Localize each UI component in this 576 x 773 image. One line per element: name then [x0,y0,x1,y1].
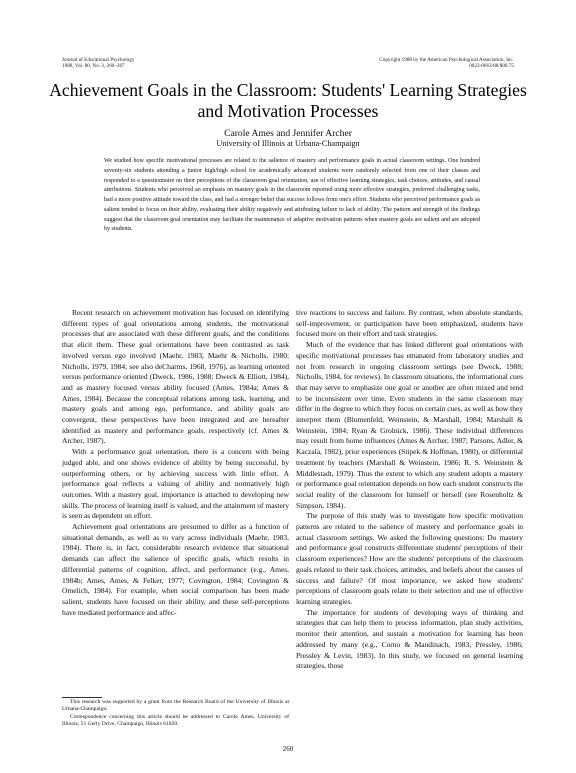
article-title: Achievement Goals in the Classroom: Students' Learning Strategies and Motivation Processes [49,80,527,121]
page-number: 260 [282,745,294,753]
copyright-notice [379,57,514,69]
abstract: We studied how specific motivational processes are related to the salience of mastery and performance goals in actual classroom settings. One hundred seventy-six students attending a junior high/high school for academically advanced students were randomly selected from one of their classes and responded to a questionnaire on their perceptions of the classroom goal orientation, use of effective learning strategies, task choices, attitudes, and causal attributions. Students who perceived an emphasis on mastery goals in the classroom reported using more effective strategies, preferred challenging tasks, had a more positive attitude toward the class, and had a stronger belief that success follows from one's effort. Students who perceived performance goals as salient tended to focus on their ability, evaluating their ability negatively and attributing failure to lack of ability. The pattern and strength of the findings suggest that the classroom goal orientation may facilitate the maintenance of adaptive motivation patterns when mastery goals are salient and are adopted by students. [104,158,480,233]
journal-name: Journal of Educational Psychology [62,57,135,63]
journal-citation [62,57,134,69]
author-affiliation: University of Illinois at Urbana-Champaign [216,139,360,148]
body-paragraph: With a performance goal orientation, there is a concern with being judged able, and one shows evidence of ability by being successful, by outperforming others, or by achieving success with little effort. A performance goal reflects a valuing of ability and normatively high outcomes. With a mastery goal, importance is attached to developing new skills. The process of learning itself is valued, and the attainment of mastery is seen as dependent on effort. [62,447,289,521]
copyright-code: 0022-0663/88/$00.75 [469,63,514,70]
article-authors: Carole Ames and Jennifer Archer [224,128,352,139]
body-paragraph: Achievement goal orientations are presumed to differ as a function of situational demands, as well as to vary across individuals (Maehr, 1983, 1984). There is, in fact, considerable research evidence that situational demands can affect the salience of specific goals, which results in differential patterns of cognition, affect, and performance (e.g., Ames, 1984b; Ames, Ames, & Felker, 1977; Covington, 1984; Covington & Omelich, 1984). For example, when social comparison has been made salient, students have focused on their ability, and these self-perceptions have mediated performance and affec- [62,522,289,617]
footnote: This research was supported by a grant from the Research Board of the University of Illinois at Urbana-Champaign. [62,699,289,712]
journal-volume: 1988, Vol. 80, No. 3, 260–267 [62,63,125,70]
body-column-right [296,308,523,756]
body-column-left [62,308,289,618]
footnote: Correspondence concerning this article should be addressed to Carole Ames, University of Illinois, 51 Gerty Drive, Champaign, Illinois 61820. [62,714,289,728]
copyright-line: Copyright 1988 by the American Psychological Association, Inc. [379,57,514,63]
body-paragraph-continued: tive reactions to success and failure. By contrast, when absolute standards, self-improvement, or participation have been emphasized, students have focused more on their effort and task strategies. [296,308,523,339]
body-paragraph: Much of the evidence that has linked different goal orientations with specific motivational processes has emanated from laboratory studies and not from research in ongoing classroom settings (see Dweck, 1988; Nicholls, 1984, for reviews). In classroom situations, the informational cues that may serve to emphasize one goal or another are often mixed and tend to be inconsistent over time. Even students in the same classroom may differ in the degree to which they focus on certain cues, as well as how they interpret them (Blumenfeld, Weinstein, & Marshall, 1984; Marshall & Weinstein, 1984; Ryan & Grolnick, 1986). These individual differences may result from home influences (Ames & Archer, 1987; Parsons, Adler, & Kaczala, 1982), prior experiences (Stipek & Hoffman, 1980), or differential treatment by teachers (Marshall & Weinstein, 1986; R. S. Weinstein & Middlestadt, 1979). Thus the extent to which any student adopts a mastery or performance goal orientation depends on how each student constructs the social reality of the classroom for himself or herself (see Rosenholtz & Simpson, 1984). [296,340,523,510]
body-paragraph: The purpose of this study was to investigate how specific motivation patterns are related to the salience of mastery and performance goals in actual classroom settings. We asked the following questions: Do mastery and performance goal constructs differentiate students' perceptions of their classroom experiences? How are the students' perceptions of the classroom goals related to their task choices, attitudes, and beliefs about the causes of success and failure? Of most importance, we asked how students' perceptions of classroom goals relate to their selection and use of effective learning strategies. [296,511,523,606]
body-paragraph: Recent research on achievement motivation has focused on identifying different types of goal orientations among students, the motivational processes that are associated with these different goals, and the conditions that elicit them. These goal orientations have been contrasted as task involved versus ego involved (Maehr, 1983; Maehr & Nicholls, 1980; Nicholls, 1979, 1984; see also deCharms, 1968, 1976), as learning oriented versus performance oriented (Dweck, 1986, 1988; Dweck & Elliott, 1984), and as mastery focused versus ability focused (Ames, 1984a; Ames & Ames, 1984). Because the conceptual relations among task, learning, and mastery goals and among ego, performance, and ability goals are convergent, these perspectives have been integrated and are hereafter identified as mastery and performance goals, respectively (cf. Ames & Archer, 1987). [62,308,289,446]
footnote-divider [62,697,102,698]
footnotes [62,699,289,730]
body-paragraph: The importance for students of developing ways of thinking and strategies that can help them to process information, plan study activities, monitor their attention, and sustain a motivation for learning has been addressed by many (e.g., Corno & Mandinach, 1983; Pressley, 1986; Pressley & Levin, 1983). In this study, we focused on general learning strategies, those [296,607,523,671]
